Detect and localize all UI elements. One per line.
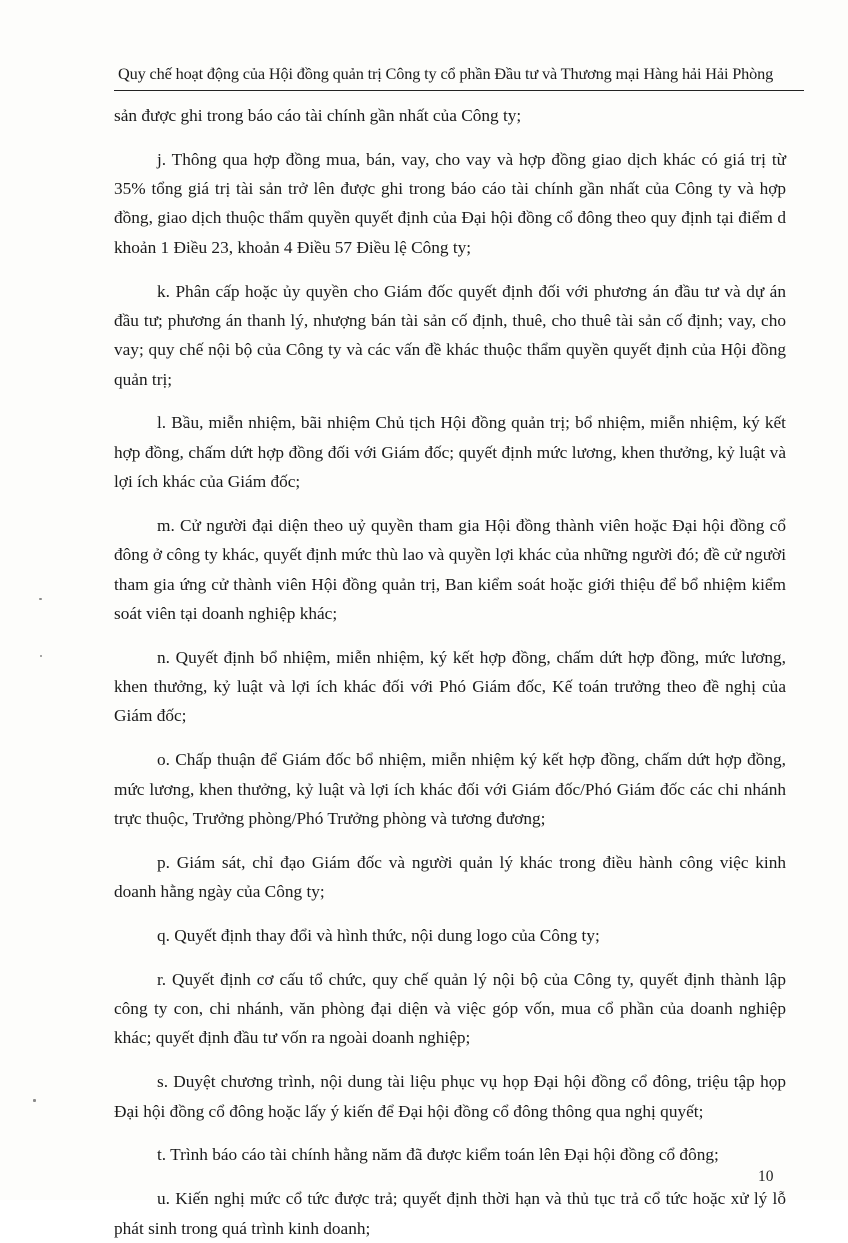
paragraph-s: s. Duyệt chương trình, nội dung tài liệu phục vụ họp Đại hội đồng cổ đông, triệu tập họp Đại hội đồng cổ đông hoặc lấy ý kiến để Đại hội đồng cổ đông thông qua nghị quyết;	[114, 1072, 786, 1121]
paragraph-o: o. Chấp thuận để Giám đốc bổ nhiệm, miễn nhiệm ký kết hợp đồng, chấm dứt hợp đồng, mức lương, khen thưởng, kỷ luật và lợi ích khác đối với Giám đốc/Phó Giám đốc các chi nhánh trực thuộc, Trưởng phòng/Phó Trưởng phòng và tương đương;	[114, 750, 786, 828]
page-header: Quy chế hoạt động của Hội đồng quản trị Công ty cổ phần Đầu tư và Thương mại Hàng hải Hải Phòng	[118, 64, 774, 83]
paragraph-n: n. Quyết định bổ nhiệm, miễn nhiệm, ký kết hợp đồng, chấm dứt hợp đồng, mức lương, khen thưởng, kỷ luật và lợi ích khác đối với Phó Giám đốc, Kế toán trưởng theo đề nghị của Giám đốc;	[114, 647, 786, 726]
paragraph-l: l. Bầu, miễn nhiệm, bãi nhiệm Chủ tịch Hội đồng quản trị; bổ nhiệm, miễn nhiệm, ký kết hợp đồng, chấm dứt hợp đồng đối với Giám đốc; quyết định mức lương, khen thưởng, kỷ luật và lợi ích khác của Giám đốc;	[114, 413, 786, 492]
paragraph-q: q. Quyết định thay đổi và hình thức, nội dung logo của Công ty;	[157, 925, 600, 945]
paragraph-r: r. Quyết định cơ cấu tổ chức, quy chế quản lý nội bộ của Công ty, quyết định thành lập công ty con, chi nhánh, văn phòng đại diện và việc góp vốn, mua cổ phần của doanh nghiệp khác; quyết định đầu tư vốn ra ngoài doanh nghiệp;	[114, 969, 786, 1048]
header-divider	[114, 90, 804, 91]
scan-speck	[33, 1099, 36, 1102]
paragraph-k: k. Phân cấp hoặc ủy quyền cho Giám đốc quyết định đối với phương án đầu tư và dự án đầu tư; phương án thanh lý, nhượng bán tài sản cố định, thuê, cho thuê tài sản cố định; vay, cho vay; quy chế nội bộ của Công ty và các vấn đề khác thuộc thẩm quyền quyết định của Hội đồng quản trị;	[114, 281, 786, 389]
paragraph-continuation: sản được ghi trong báo cáo tài chính gần nhất của Công ty;	[114, 106, 522, 125]
scan-speck	[39, 598, 42, 600]
paragraph-u: u. Kiến nghị mức cổ tức được trả; quyết định thời hạn và thủ tục trả cổ tức hoặc xử lý lỗ phát sinh trong quá trình kinh doanh;	[114, 1189, 786, 1238]
scan-speck	[40, 655, 42, 657]
paragraph-j: j. Thông qua hợp đồng mua, bán, vay, cho vay và hợp đồng giao dịch khác có giá trị từ 35% tổng giá trị tài sản trở lên được ghi trong báo cáo tài chính gần nhất của Công ty và hợp đồng, giao dịch thuộc thẩm quyền quyết định của Đại hội đồng cổ đông theo quy định tại điểm d khoản 1 Điều 23, khoản 4 Điều 57 Điều lệ Công ty;	[114, 149, 786, 257]
paragraph-m: m. Cử người đại diện theo uỷ quyền tham gia Hội đồng thành viên hoặc Đại hội đồng cổ đông ở công ty khác, quyết định mức thù lao và quyền lợi khác của những người đó; đề cử người tham gia ứng cử thành viên Hội đồng quản trị, Ban kiểm soát hoặc giới thiệu để bổ nhiệm kiểm soát viên tại doanh nghiệp khác;	[114, 515, 786, 623]
page-number: 10	[758, 1168, 774, 1185]
document-body	[114, 101, 786, 1243]
paragraph-p: p. Giám sát, chỉ đạo Giám đốc và người quản lý khác trong điều hành công việc kinh doanh hằng ngày của Công ty;	[114, 852, 786, 901]
paragraph-t: t. Trình báo cáo tài chính hằng năm đã được kiểm toán lên Đại hội đồng cổ đông;	[157, 1145, 719, 1165]
